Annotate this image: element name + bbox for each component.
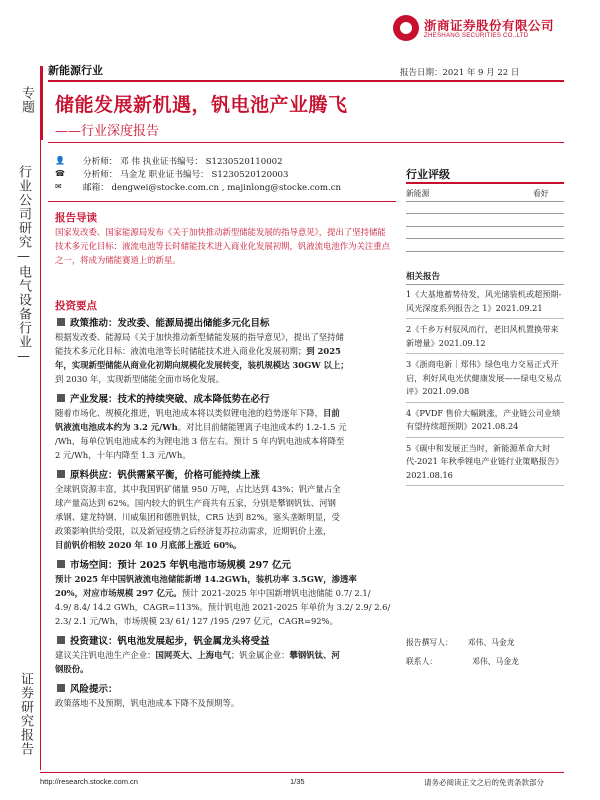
related-rule xyxy=(406,284,564,285)
related-report-item[interactable]: 1《大基地蓄势待发，风光储装机或超预期-风光深度系列报告之 1》2021.09.21 xyxy=(406,288,564,319)
point-heading: 风险提示： xyxy=(55,681,395,696)
header-rule xyxy=(48,80,564,82)
point-line: 钒液流电池成本约为 3.2 元/Wh。对比目前储能锂离子电池成本约 1.2-1.5 元 xyxy=(55,422,347,432)
point-line: 全球钒资源丰富，其中我国钒矿储量 950 万吨，占比达到 43%；钒产量占全 xyxy=(55,484,341,494)
related-heading: 相关报告 xyxy=(406,272,441,282)
logo-en: ZHESHANG SECURITIES CO.,LTD xyxy=(424,32,529,39)
analyst-rule xyxy=(48,201,396,202)
bullet-square-icon xyxy=(57,318,65,326)
rating-row-line xyxy=(406,238,564,239)
point-line: 政策影响供给受限，以及新冠疫情之后经济复苏拉动需求，近期钒价上涨， xyxy=(55,526,332,536)
point-heading: 政策推动：发改委、能源局提出储能多元化目标 xyxy=(55,315,395,330)
page-subtitle: ——行业深度报告 xyxy=(55,124,160,139)
company-logo xyxy=(393,15,419,41)
mail-icon: ✉ xyxy=(55,182,62,191)
point-heading: 投资建议：钒电池发展起步，钒金属龙头将受益 xyxy=(55,633,395,648)
person-icon: 👤 xyxy=(55,156,65,165)
bullet-square-icon xyxy=(57,560,65,568)
bullet-square-icon xyxy=(57,470,65,478)
rating-heading: 行业评级 xyxy=(406,168,450,181)
side-label-middle: 行业公司研究—电气设备行业— xyxy=(16,165,31,365)
rating-sector: 新能源 xyxy=(406,189,430,198)
point-line: 根据发改委、能源局《关于加快推动新型储能发展的指导意见》，提出了坚持储 xyxy=(55,332,344,342)
investment-point xyxy=(55,315,395,386)
point-line: 4.9/ 8.4/ 14.2 GWh，CAGR=113%。预计钒电池 2021-2025 年单价为 3.2/ 2.9/ 2.6/ xyxy=(55,602,391,612)
investment-point xyxy=(55,391,395,462)
bullet-square-icon xyxy=(57,394,65,402)
point-line: 政策落地不及预期，钒电池成本下降不及预期等。 xyxy=(55,698,240,708)
bullet-square-icon xyxy=(57,636,65,644)
intro-heading: 报告导读 xyxy=(55,212,97,224)
related-report-item[interactable]: 2《千乡万村驭风而行，老旧风机置换带来新增量》2021.09.12 xyxy=(406,323,564,354)
page-title: 储能发展新机遇，钒电池产业腾飞 xyxy=(55,94,348,116)
point-line: 20%，对应市场规模 297 亿元。预计 2021-2025 年中国新增钒电池储能 0.7/ 2.1/ xyxy=(55,588,371,598)
investment-points xyxy=(55,315,395,715)
rating-rule xyxy=(406,182,564,184)
phone-icon: ☎ xyxy=(55,169,65,178)
point-heading: 市场空间：预计 2025 年钒电池市场规模 297 亿元 xyxy=(55,557,395,572)
title-rule xyxy=(48,142,564,143)
rating-row-line xyxy=(406,213,564,214)
footer-url[interactable]: http://research.stocke.com.cn xyxy=(40,777,138,786)
point-heading: 原料供应：钒供需紧平衡，价格可能持续上涨 xyxy=(55,467,395,482)
related-list xyxy=(406,288,564,490)
page-number: 1/35 xyxy=(290,777,305,786)
logo-cn: 浙商证券股份有限公司 xyxy=(424,18,555,33)
point-line: 球产量高达到 62%。国内较大的钒生产商共有五家，分别是攀钢钒钛、河钢 xyxy=(55,498,336,508)
point-line: 随着市场化、规模化推进，钒电池成本将以类似锂电池的趋势逐年下降，目前 xyxy=(55,408,340,418)
bullet-square-icon xyxy=(57,684,65,692)
side-label-bottom: 证券研究报告 xyxy=(18,672,33,756)
point-line: 承钢、建龙特钢、川威集团和德胜钒钛，CR5 达到 82%。塞头垄断明显，受 xyxy=(55,512,340,522)
investment-point xyxy=(55,467,395,552)
point-line: 2 元/Wh，十年内降至 1.3 元/Wh。 xyxy=(55,450,191,460)
rating-value: 看好 xyxy=(533,189,549,198)
footer-disclaimer: 请务必阅读正文之后的免责条款部分 xyxy=(424,778,544,787)
point-line: 年，实现新型储能从商业化初期向规模化发展转变，装机规模达 30GW 以上； xyxy=(55,360,349,370)
point-line: 到 2030 年，实现新型储能全面市场化发展。 xyxy=(55,374,225,384)
related-report-item[interactable]: 5《碳中和发展正当时，新能源革命大时代-2021 年秋季锂电产业链行业策略报告》2021.08.16 xyxy=(406,442,564,487)
point-line: 钢股份。 xyxy=(55,664,89,674)
point-line: /Wh，每单位钒电池成本约为锂电池 3 倍左右。预计 5 年内钒电池成本将降至 xyxy=(55,436,345,446)
side-accent xyxy=(40,66,43,140)
rating-row-line xyxy=(406,201,564,202)
intro-text: 国家发改委、国家能源局发布《关于加快推动新型储能发展的指导意见》，提出了坚持储能技术多元化目标：液流电池等长时储能技术进入商业化发展初期，钒液流电池作为关注重点之一，将成为储能赛道上的新星。 xyxy=(55,227,390,265)
related-report-item[interactable]: 4《PVDF 售价大幅跳涨，产业链公司业绩有望持续超预期》2021.08.24 xyxy=(406,407,564,438)
side-label-top: 专题 xyxy=(19,86,34,114)
point-heading: 产业发展：技术的持续突破、成本降低势在必行 xyxy=(55,391,395,406)
points-heading: 投资要点 xyxy=(55,300,97,312)
report-date: 报告日期：2021 年 9 月 22 日 xyxy=(400,68,520,78)
side-rule xyxy=(40,66,41,770)
point-line: 预计 2025 年中国钒液流电池储能新增 14.2GWh，装机功率 3.5GW，渗透率 xyxy=(55,574,357,584)
point-line: 目前钒价相较 2020 年 10 月底部上涨近 60%。 xyxy=(55,540,242,550)
investment-point xyxy=(55,557,395,628)
related-report-item[interactable]: 3《浙商电新｜郑伟》绿色电力交易正式开启，利好风电光伏健康发展——绿电交易点评》2021.09.08 xyxy=(406,358,564,403)
point-line: 能技术多元化目标：液流电池等长时储能技术进入商业化发展初期；到 2025 xyxy=(55,346,341,356)
contact-row: 联系人： 邓伟、马金龙 xyxy=(406,657,519,666)
industry-label: 新能源行业 xyxy=(48,64,103,77)
investment-point xyxy=(55,633,395,676)
footer-rule xyxy=(40,772,564,773)
author-row: 报告撰写人： 邓伟、马金龙 xyxy=(406,638,515,647)
rating-row-line xyxy=(406,226,564,227)
rating-row-line xyxy=(406,251,564,252)
investment-point xyxy=(55,681,395,710)
logo-mark-icon xyxy=(393,15,419,41)
point-line: 建议关注钒电池生产企业：国网英大、上海电气；钒金属企业：攀钢钒钛、河 xyxy=(55,650,340,660)
point-line: 2.3/ 2.1 元/Wh，市场规模 23/ 61/ 127 /195 /297 亿元，CAGR=92%。 xyxy=(55,616,338,626)
